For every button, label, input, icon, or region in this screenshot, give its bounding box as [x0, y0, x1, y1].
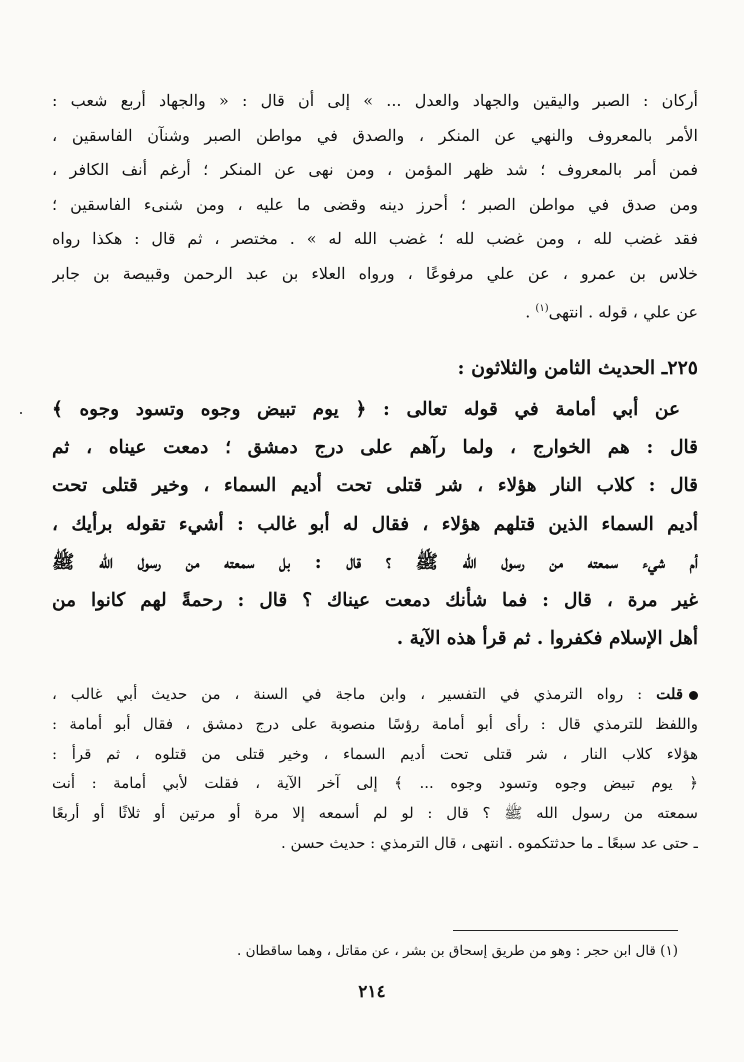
footnote-divider: [453, 930, 678, 931]
note-line-text: : رواه الترمذي في التفسير ، وابن ماجة في السنة ، من حديث أبي غالب ،: [52, 685, 643, 703]
paragraph-line-end: .: [525, 301, 536, 321]
hadith-line: قال : كلاب النار هؤلاء ، شر قتلى تحت أديم السماء ، وخير قتلى تحت: [52, 475, 698, 497]
paragraph-line: خلاس بن عمرو ، عن علي مرفوعًا ، ورواه العلاء بن عبد الرحمن وقبيصة بن جابر: [52, 263, 698, 283]
note-line: هؤلاء كلاب النار ، شر قتلى تحت أديم السماء ، وخير قتلى من قتلوه ، ثم قرأ :: [52, 744, 698, 763]
paragraph-line: الأمر بالمعروف والنهي عن المنكر ، والصدق في مواطن الصبر وشنآن الفاسقين ،: [52, 125, 698, 145]
paragraph-last-line: [52, 292, 698, 327]
note-line: سمعته من رسول الله ﷺ ؟ قال : لو لم أسمعه إلا مرة أو مرتين أو ثلاثًا أو أربعًا: [52, 804, 698, 823]
hadith-line: غير مرة ، قال : فما شأنك دمعت عيناك ؟ قال : رحمةً لهم كانوا من: [52, 589, 698, 611]
footnote-reference: (١): [535, 302, 549, 314]
paragraph-line: فمن أمر بالمعروف ؛ شد ظهر المؤمن ، ومن نهى عن المنكر ؛ أرغم أنف الكافر ،: [52, 160, 698, 180]
page-number: ٢١٤: [358, 982, 386, 1002]
hadith-line: أهل الإسلام فكفروا . ثم قرأ هذه الآية .: [396, 628, 698, 650]
hadith-line: أديم السماء الذين قتلهم هؤلاء ، فقال له أبو غالب : أشيء تقوله برأيك ،: [52, 513, 698, 535]
note-line: واللفظ للترمذي قال : رأى أبو أمامة رؤسًا منصوبة على درج دمشق ، فقال أبو أمامة :: [52, 714, 698, 733]
hadith-line: قال : هم الخوارج ، ولما رآهم على درج دمشق ؛ دمعت عيناه ، ثم: [52, 437, 698, 459]
note-line: ﴿ يوم تبيض وجوه وتسود وجوه ... ﴾ إلى آخر الآية ، فقلت لأبي أمامة : أنت: [52, 774, 698, 793]
hadith-line: أم شيء سمعته من رسول الله ﷺ ؟ قال : بل سمعته من رسول الله ﷺ: [52, 551, 698, 573]
hadith-text: [52, 391, 698, 658]
paragraph-line-text: عن علي ، قوله . انتهى: [548, 301, 698, 321]
hadith-line: عن أبي أمامة في قوله تعالى : ﴿ يوم تبيض وجوه وتسود وجوه ﴾: [52, 399, 680, 420]
note-line: ـ حتى عد سبعًا ـ ما حدثتكموه . انتهى ، قال الترمذي : حديث حسن .: [280, 833, 698, 852]
paragraph-line: ومن صدق في مواطن الصبر ؛ أحرز دينه وقضى ما عليه ، ومن شنىء الفاسقين ؛: [52, 194, 698, 214]
paragraph-line: فقد غضب لله ، ومن غضب لله ؛ غضب الله له » . مختصر ، ثم قال : هكذا رواه: [52, 229, 698, 249]
paragraph-line: أركان : الصبر واليقين والجهاد والعدل ... » إلى أن قال : « والجهاد أربع شعب :: [52, 91, 698, 110]
paragraph-continuation: [52, 84, 698, 326]
footnote: (١) قال ابن حجر : وهو من طريق إسحاق بن بشر ، عن مقاتل ، وهما ساقطان .: [237, 943, 678, 959]
note-first-line: [52, 680, 698, 710]
bullet-icon: [689, 691, 698, 700]
hadith-heading: ٢٢٥ـ الحديث الثامن والثلاثون :: [457, 357, 698, 379]
margin-mark: [20, 412, 22, 414]
commentary-note: [52, 680, 698, 859]
note-label: قلت: [656, 685, 683, 703]
